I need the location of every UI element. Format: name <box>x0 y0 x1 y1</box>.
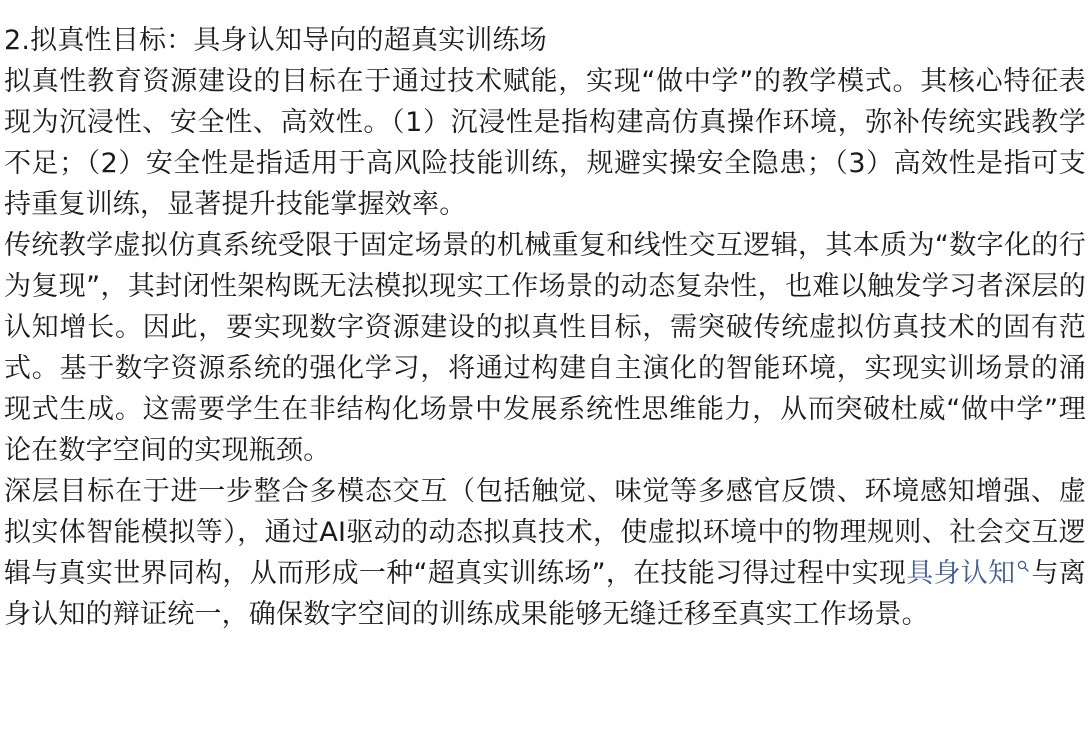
paragraph-deep-goal <box>4 471 1086 635</box>
paragraph-traditional-simulation: 传统教学虚拟仿真系统受限于固定场景的机械重复和线性交互逻辑，其本质为“数字化的行为复现”，其封闭性架构既无法模拟现实工作场景的动态复杂性，也难以触发学习者深层的认知增长。因此，要实现数字资源建设的拟真性目标，需突破传统虚拟仿真技术的固有范式。基于数字资源系统的强化学习，将通过构建自主演化的智能环境，实现实训场景的涌现式生成。这需要学生在非结构化场景中发展系统性思维能力，从而突破杜威“做中学”理论在数字空间的实现瓶颈。 <box>4 230 1086 466</box>
search-icon[interactable] <box>1017 560 1029 572</box>
paragraph-deep-goal-text-after: 与离身认知的辩证统一，确保数字空间的训练成果能够无缝迁移至真实工作场景。 <box>4 558 1086 630</box>
paragraph-goal-features: 拟真性教育资源建设的目标在于通过技术赋能，实现“做中学”的教学模式。其核心特征表现为沉浸性、安全性、高效性。（1）沉浸性是指构建高仿真操作环境，弥补传统实践教学不足；（2）安全性是指适用于高风险技能训练，规避实操安全隐患；（3）高效性是指可支持重复训练，显著提升技能掌握效率。 <box>4 66 1086 220</box>
embodied-cognition-link[interactable]: 具身认知 <box>906 558 1016 589</box>
article-body <box>4 20 1086 635</box>
section-heading: 2.拟真性目标：具身认知导向的超真实训练场 <box>4 25 547 56</box>
paragraph-deep-goal-text-before: 深层目标在于进一步整合多模态交互（包括触觉、味觉等多感官反馈、环境感知增强、虚拟实体智能模拟等），通过AI驱动的动态拟真技术，使虚拟环境中的物理规则、社会交互逻辑与真实世界同构，从而形成一种“超真实训练场”，在技能习得过程中实现 <box>4 476 1086 589</box>
